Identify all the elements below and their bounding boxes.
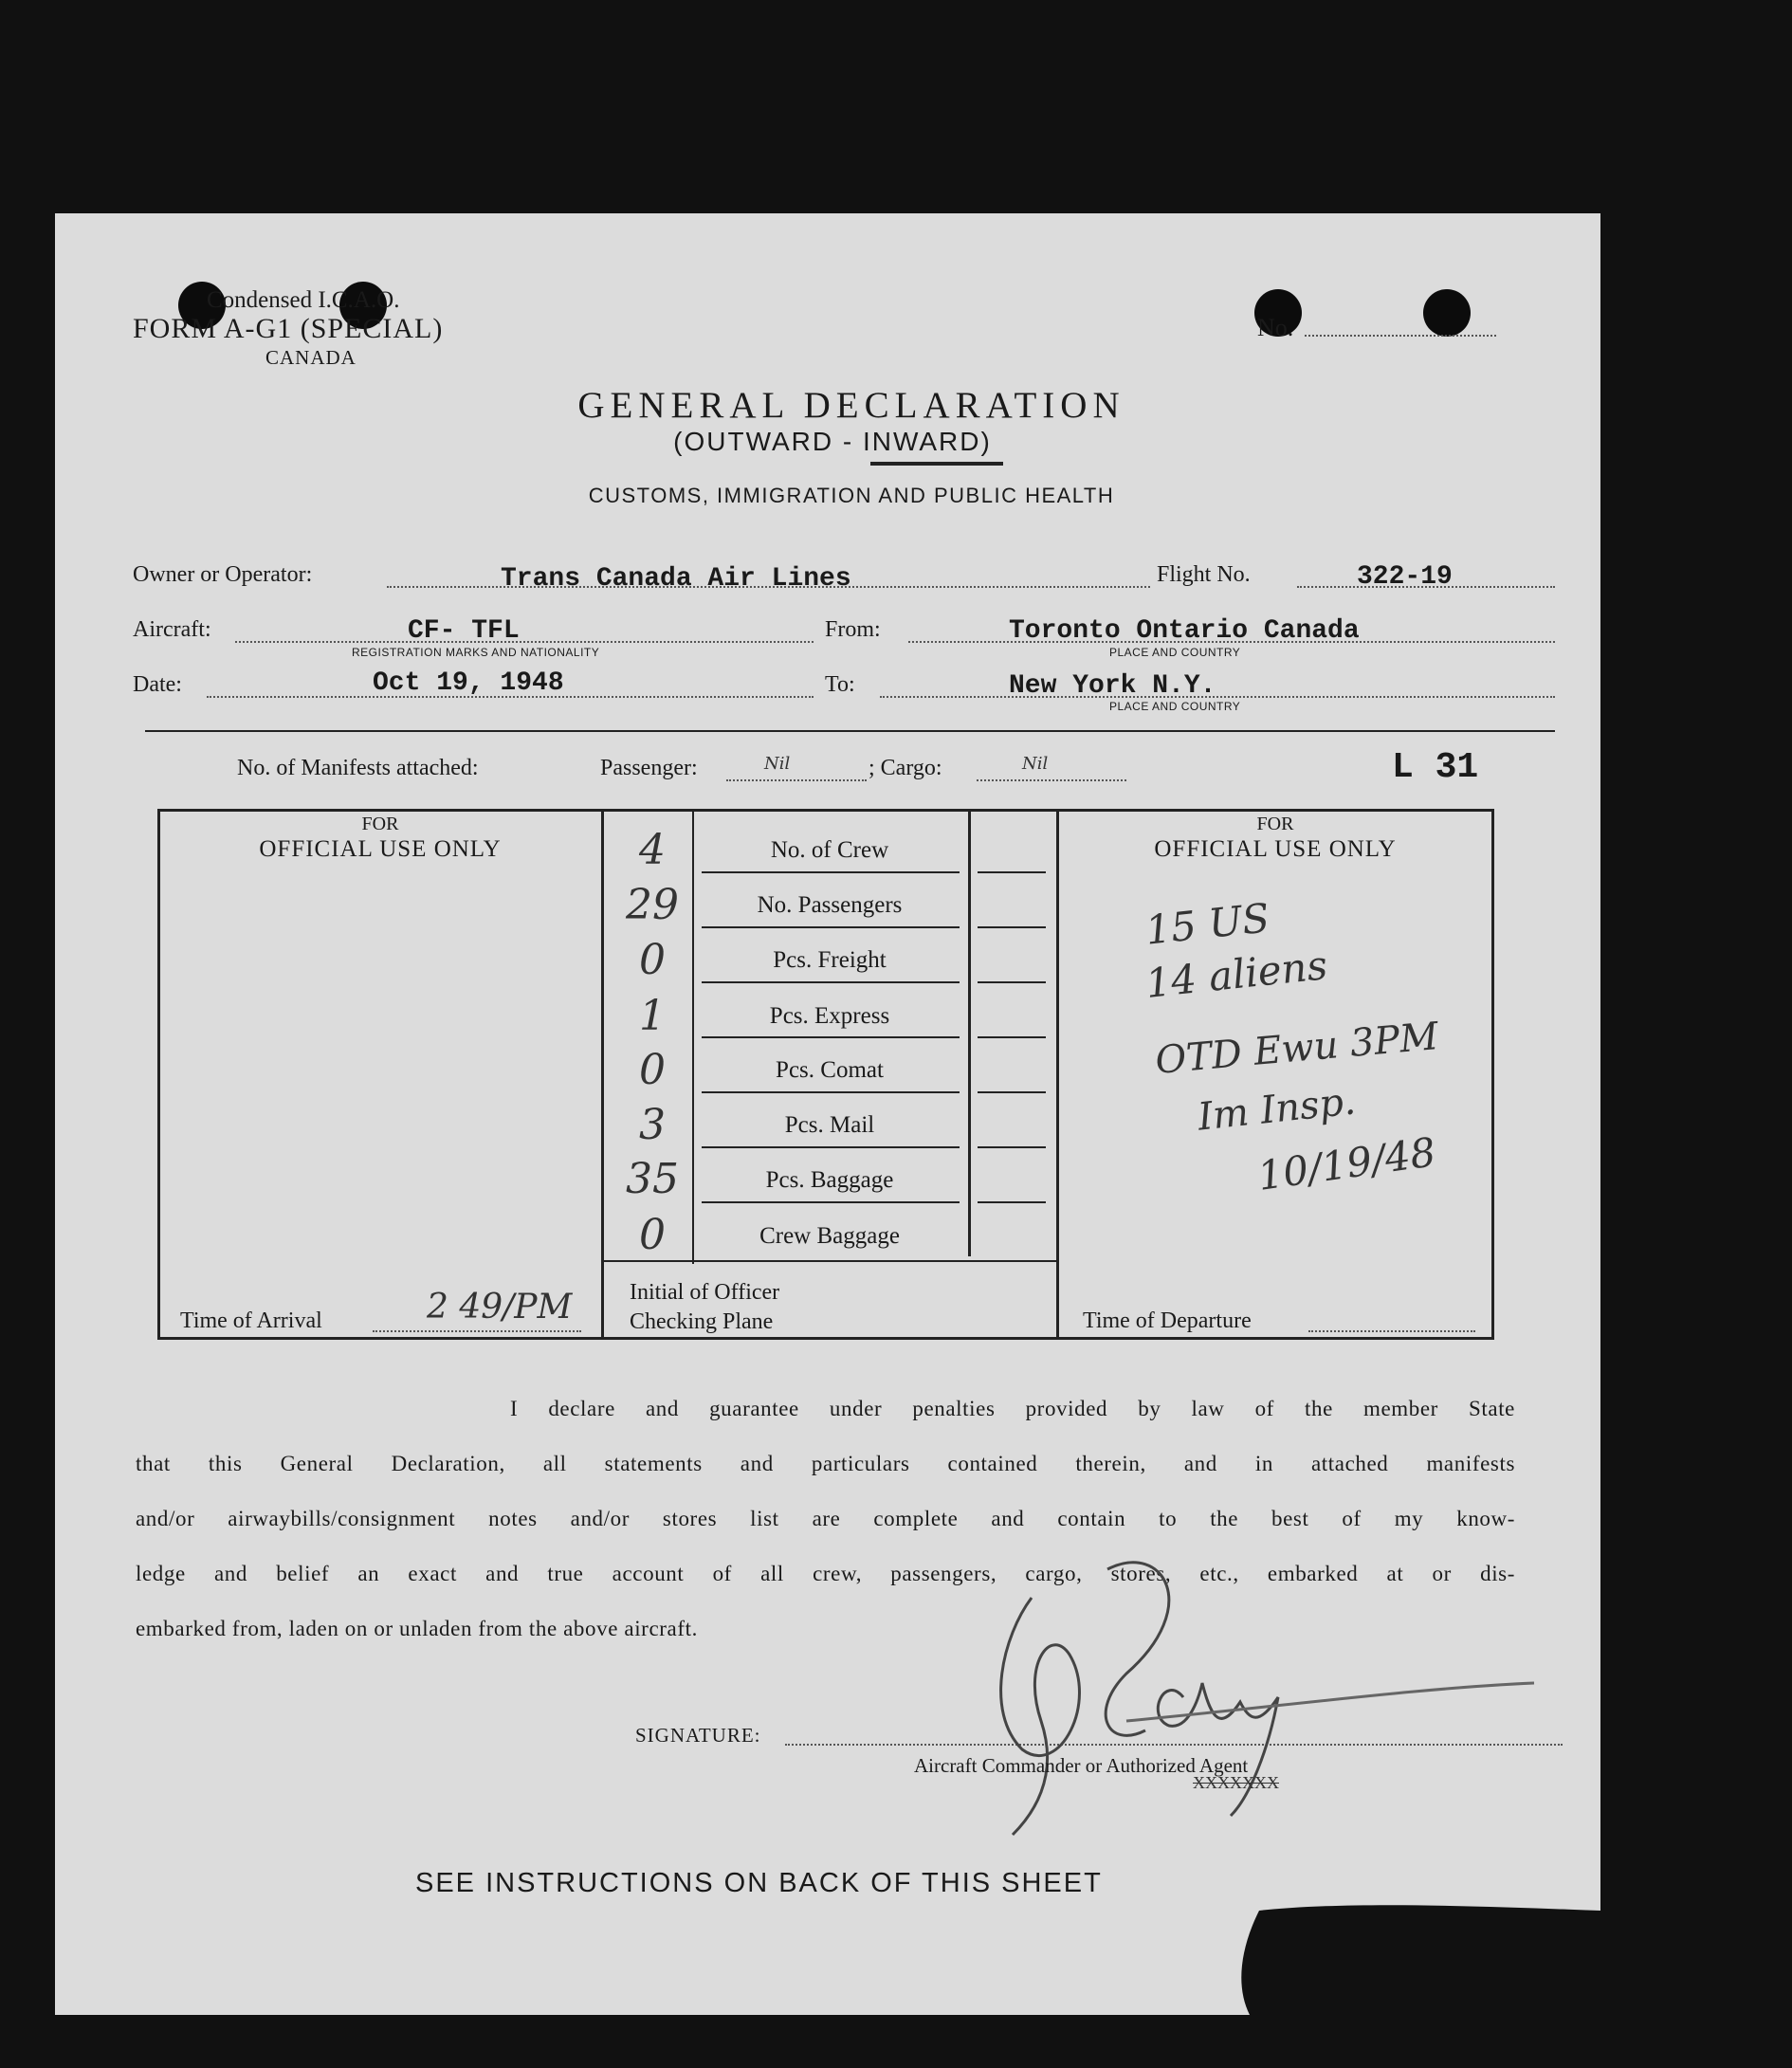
- date-label: Date:: [133, 672, 182, 697]
- declaration-line: and/or airwaybills/consignment notes and/or stores list are complete and contain to the best of my know-: [136, 1507, 1515, 1530]
- aircraft-label: Aircraft:: [133, 617, 211, 642]
- to-value: New York N.Y.: [1009, 671, 1216, 701]
- row-rule-extra: [978, 926, 1046, 928]
- form-id-country: CANADA: [265, 346, 357, 369]
- row-rule: [702, 1201, 960, 1203]
- crew-row-label: No. of Crew: [770, 837, 889, 863]
- mail-row-label: Pcs. Mail: [784, 1112, 875, 1138]
- date-value: Oct 19, 1948: [373, 668, 564, 698]
- right-official-header-2: OFFICIAL USE ONLY: [1154, 836, 1397, 862]
- manifest-cargo-field: [977, 779, 1126, 781]
- header-divider: [145, 730, 1555, 732]
- from-label: From:: [825, 617, 881, 642]
- signature-caption-text: Aircraft Commander or Authorized Agent: [914, 1754, 1249, 1777]
- arrival-field-line: [373, 1330, 581, 1332]
- struck-text: XXXXXXX: [1193, 1773, 1279, 1792]
- flight-no-label: Flight No.: [1157, 562, 1251, 587]
- row-rule-extra: [978, 981, 1046, 983]
- from-value: Toronto Ontario Canada: [1009, 616, 1360, 646]
- row-rule: [702, 981, 960, 983]
- aircraft-caption: REGISTRATION MARKS AND NATIONALITY: [352, 646, 600, 659]
- departure-label: Time of Departure: [1083, 1309, 1252, 1333]
- manifest-cargo-label: ; Cargo:: [869, 756, 942, 780]
- flight-no-value: 322-19: [1357, 562, 1453, 592]
- left-official-header-2: OFFICIAL USE ONLY: [259, 836, 502, 862]
- manifest-passenger-field: [726, 779, 867, 781]
- crew-baggage-row-label: Crew Baggage: [759, 1223, 900, 1249]
- crew-baggage-count: 0: [639, 1211, 666, 1259]
- table-divider-label: [968, 809, 971, 1256]
- form-number-field: [1305, 335, 1496, 337]
- row-rule: [702, 1091, 960, 1093]
- comat-count: 0: [639, 1046, 666, 1094]
- from-caption: PLACE AND COUNTRY: [1109, 646, 1241, 659]
- declaration-form-sheet: [55, 213, 1600, 2015]
- row-rule-extra: [978, 871, 1046, 873]
- inward-underline: [870, 462, 1003, 466]
- comat-row-label: Pcs. Comat: [776, 1057, 884, 1083]
- owner-label: Owner or Operator:: [133, 562, 313, 587]
- official-note: 15 US: [1143, 894, 1272, 954]
- official-note: OTD Ewu 3PM: [1153, 1015, 1440, 1083]
- baggage-count: 35: [626, 1155, 679, 1203]
- manifest-passenger-label: Passenger:: [600, 756, 698, 780]
- form-title: GENERAL DECLARATION: [577, 385, 1125, 426]
- to-caption: PLACE AND COUNTRY: [1109, 700, 1241, 713]
- table-bottom-rule: [601, 1260, 1056, 1262]
- row-rule-extra: [978, 1091, 1046, 1093]
- handwritten-signature: [965, 1531, 1572, 1844]
- crew-count: 4: [639, 826, 666, 874]
- mail-count: 3: [639, 1101, 666, 1149]
- aircraft-value: CF- TFL: [408, 616, 520, 646]
- row-rule: [702, 871, 960, 873]
- row-rule: [702, 1146, 960, 1148]
- manifest-passenger-value: Nil: [764, 754, 791, 774]
- signature-label: SIGNATURE:: [635, 1724, 761, 1747]
- aircraft-field-line: [235, 641, 814, 643]
- baggage-row-label: Pcs. Baggage: [765, 1167, 894, 1193]
- row-rule: [702, 926, 960, 928]
- declaration-line: embarked from, laden on or unladen from the above aircraft.: [136, 1617, 698, 1640]
- form-id-line1: Condensed I.C.A.O.: [207, 287, 400, 313]
- officer-label-1: Initial of Officer: [630, 1280, 780, 1305]
- express-row-label: Pcs. Express: [769, 1003, 890, 1029]
- passengers-row-label: No. Passengers: [757, 892, 903, 918]
- left-official-header-1: FOR: [361, 814, 399, 834]
- official-note: Im Insp.: [1196, 1079, 1358, 1140]
- form-number-label: No.: [1257, 314, 1294, 341]
- form-id-line2: FORM A-G1 (SPECIAL): [133, 313, 444, 344]
- row-rule-extra: [978, 1036, 1046, 1038]
- express-count: 1: [639, 992, 666, 1040]
- to-field-line: [880, 696, 1555, 698]
- table-divider-right: [1056, 809, 1059, 1340]
- right-official-header-1: FOR: [1256, 814, 1294, 834]
- freight-row-label: Pcs. Freight: [773, 947, 887, 973]
- declaration-line: I declare and guarantee under penalties provided by law of the member State: [510, 1397, 1515, 1420]
- departure-field-line: [1308, 1330, 1475, 1332]
- declaration-line: ledge and belief an exact and true account of all crew, passengers, cargo, stores, etc., embarked at or dis-: [136, 1562, 1515, 1585]
- officer-label-2: Checking Plane: [630, 1309, 774, 1334]
- stamp-number: L 31: [1392, 747, 1479, 788]
- row-rule: [702, 1036, 960, 1038]
- row-rule-extra: [978, 1201, 1046, 1203]
- form-subtitle: (OUTWARD - INWARD): [673, 427, 992, 456]
- arrival-time-value: 2 49/PM: [427, 1288, 573, 1327]
- official-note: 14 aliens: [1143, 942, 1330, 1007]
- official-note: 10/19/48: [1254, 1128, 1439, 1199]
- declaration-line: that this General Declaration, all statements and particulars contained therein, and in attached manifests: [136, 1452, 1515, 1475]
- torn-corner: [1231, 1901, 1600, 2015]
- manifests-label: No. of Manifests attached:: [237, 756, 479, 780]
- punch-hole: [1423, 289, 1471, 337]
- owner-value: Trans Canada Air Lines: [501, 564, 851, 594]
- to-label: To:: [825, 672, 855, 697]
- freight-count: 0: [639, 936, 666, 984]
- passengers-count: 29: [626, 881, 679, 929]
- agencies-line: CUSTOMS, IMMIGRATION AND PUBLIC HEALTH: [588, 484, 1115, 507]
- instructions-footer: SEE INSTRUCTIONS ON BACK OF THIS SHEET: [415, 1868, 1103, 1898]
- arrival-label: Time of Arrival: [180, 1309, 322, 1333]
- row-rule-extra: [978, 1146, 1046, 1148]
- manifest-cargo-value: Nil: [1022, 754, 1049, 774]
